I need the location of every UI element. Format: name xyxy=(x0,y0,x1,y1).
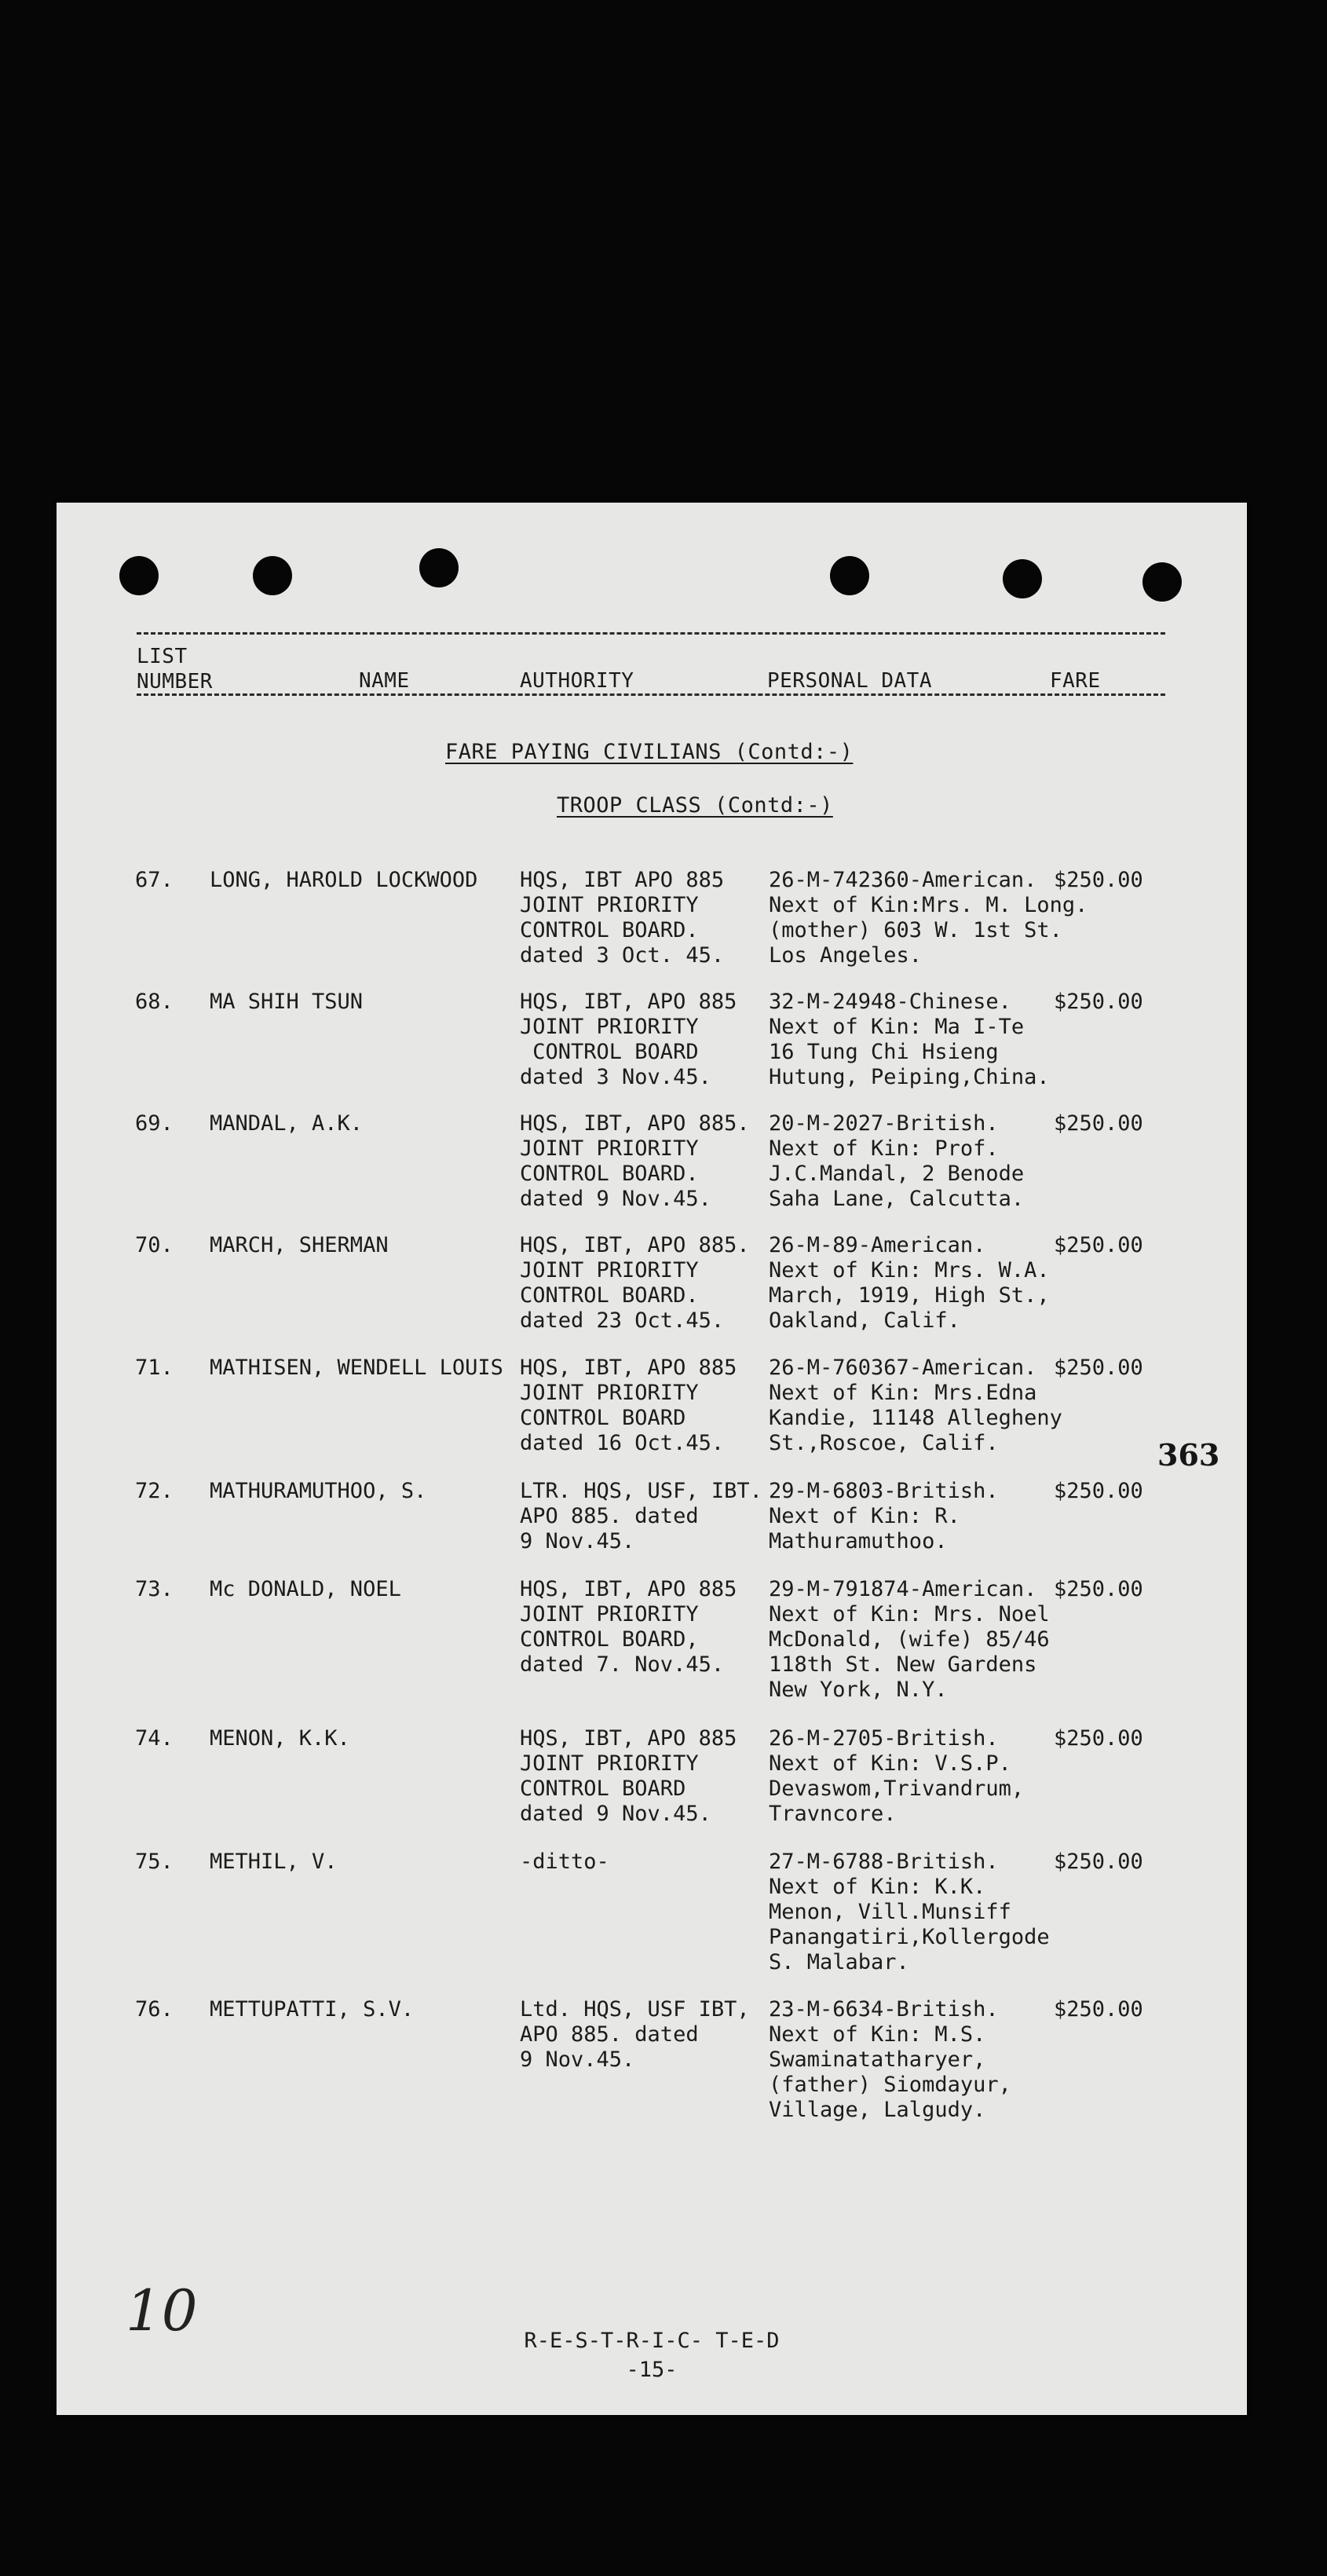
entry-fare: $250.00 xyxy=(1054,1997,1143,2022)
entry-number: 69. xyxy=(135,1111,174,1136)
entry-personal-data: 20-M-2027-British. Next of Kin: Prof. J.C.Mandal, 2 Benode Saha Lane, Calcutta. xyxy=(769,1111,1025,1211)
stamp-number: 363 xyxy=(1157,1437,1220,1473)
handwritten-mark: 10 xyxy=(126,2278,198,2344)
entry-personal-data: 29-M-6803-British. Next of Kin: R. Mathuramuthoo. xyxy=(769,1479,999,1553)
entry-name: MATHURAMUTHOO, S. xyxy=(210,1479,427,1503)
entry-authority: LTR. HQS, USF, IBT. APO 885. dated 9 Nov.45. xyxy=(520,1479,762,1553)
entry-fare: $250.00 xyxy=(1054,1233,1143,1257)
column-header-personal-data: PERSONAL DATA xyxy=(767,669,932,693)
page-number: -15- xyxy=(626,2358,678,2382)
punch-hole xyxy=(1003,559,1042,598)
entry-fare: $250.00 xyxy=(1054,1577,1143,1601)
entry-personal-data: 26-M-742360-American. Next of Kin:Mrs. M. Long. (mother) 603 W. 1st St. Los Angeles. xyxy=(769,868,1088,968)
punch-hole xyxy=(419,548,459,587)
column-header-authority: AUTHORITY xyxy=(520,669,634,693)
entry-authority: HQS, IBT, APO 885 JOINT PRIORITY CONTROL BOARD dated 16 Oct.45. xyxy=(520,1356,737,1455)
entry-authority: HQS, IBT, APO 885. JOINT PRIORITY CONTROL BOARD. dated 23 Oct.45. xyxy=(520,1233,750,1333)
entry-name: MANDAL, A.K. xyxy=(210,1111,364,1136)
entry-name: MA SHIH TSUN xyxy=(210,990,364,1014)
entry-number: 73. xyxy=(135,1577,174,1601)
column-header-list-number: LIST NUMBER xyxy=(137,645,213,693)
entry-number: 74. xyxy=(135,1726,174,1751)
entry-personal-data: 26-M-760367-American. Next of Kin: Mrs.Edna Kandie, 11148 Allegheny St.,Roscoe, Calif. xyxy=(769,1356,1062,1455)
document-page xyxy=(57,503,1247,2415)
entry-authority: HQS, IBT, APO 885 JOINT PRIORITY CONTROL BOARD, dated 7. Nov.45. xyxy=(520,1577,737,1677)
entry-number: 67. xyxy=(135,868,174,892)
entry-fare: $250.00 xyxy=(1054,1479,1143,1503)
punch-hole xyxy=(119,556,159,595)
entry-name: MARCH, SHERMAN xyxy=(210,1233,389,1257)
punch-hole xyxy=(1142,562,1182,602)
entry-authority: -ditto- xyxy=(520,1850,609,1874)
entry-fare: $250.00 xyxy=(1054,1726,1143,1751)
entry-personal-data: 23-M-6634-British. Next of Kin: M.S. Swaminatatharyer, (father) Siomdayur, Village, Lalgudy. xyxy=(769,1997,1011,2122)
entry-name: METHIL, V. xyxy=(210,1850,338,1874)
entry-name: Mc DONALD, NOEL xyxy=(210,1577,401,1601)
entry-number: 72. xyxy=(135,1479,174,1503)
restricted-marking: R-E-S-T-R-I-C- T-E-D xyxy=(524,2329,780,2353)
entry-personal-data: 32-M-24948-Chinese. Next of Kin: Ma I-Te 16 Tung Chi Hsieng Hutung, Peiping,China. xyxy=(769,990,1050,1089)
punch-hole xyxy=(830,556,869,595)
entry-personal-data: 26-M-89-American. Next of Kin: Mrs. W.A. March, 1919, High St., Oakland, Calif. xyxy=(769,1233,1050,1333)
entry-personal-data: 27-M-6788-British. Next of Kin: K.K. Menon, Vill.Munsiff Panangatiri,Kollergode S. Malabar. xyxy=(769,1850,1050,1974)
entry-fare: $250.00 xyxy=(1054,1111,1143,1136)
entry-number: 70. xyxy=(135,1233,174,1257)
entry-fare: $250.00 xyxy=(1054,868,1143,892)
entry-authority: Ltd. HQS, USF IBT, APO 885. dated 9 Nov.45. xyxy=(520,1997,750,2072)
punch-hole xyxy=(253,556,292,595)
entry-authority: HQS, IBT, APO 885 JOINT PRIORITY CONTROL BOARD dated 9 Nov.45. xyxy=(520,1726,737,1826)
column-header-fare: FARE xyxy=(1050,669,1101,693)
entry-fare: $250.00 xyxy=(1054,990,1143,1014)
header-rule-top xyxy=(137,632,1165,635)
entry-number: 68. xyxy=(135,990,174,1014)
entry-number: 71. xyxy=(135,1356,174,1380)
header-rule-bottom xyxy=(137,693,1165,696)
entry-personal-data: 26-M-2705-British. Next of Kin: V.S.P. Devaswom,Trivandrum, Travncore. xyxy=(769,1726,1025,1826)
entry-authority: HQS, IBT, APO 885. JOINT PRIORITY CONTROL BOARD. dated 9 Nov.45. xyxy=(520,1111,750,1211)
column-header-name: NAME xyxy=(359,669,410,693)
entry-name: MATHISEN, WENDELL LOUIS xyxy=(210,1356,503,1380)
entry-number: 75. xyxy=(135,1850,174,1874)
entry-fare: $250.00 xyxy=(1054,1356,1143,1380)
sub-title: TROOP CLASS (Contd:-) xyxy=(557,793,833,818)
entry-name: METTUPATTI, S.V. xyxy=(210,1997,415,2022)
entry-authority: HQS, IBT, APO 885 JOINT PRIORITY CONTROL BOARD dated 3 Nov.45. xyxy=(520,990,737,1089)
entry-personal-data: 29-M-791874-American. Next of Kin: Mrs. Noel McDonald, (wife) 85/46 118th St. New Gardens New York, N.Y. xyxy=(769,1577,1050,1702)
entry-name: MENON, K.K. xyxy=(210,1726,350,1751)
entry-number: 76. xyxy=(135,1997,174,2022)
entry-authority: HQS, IBT APO 885 JOINT PRIORITY CONTROL BOARD. dated 3 Oct. 45. xyxy=(520,868,725,968)
section-title: FARE PAYING CIVILIANS (Contd:-) xyxy=(445,740,854,764)
entry-fare: $250.00 xyxy=(1054,1850,1143,1874)
entry-name: LONG, HAROLD LOCKWOOD xyxy=(210,868,478,892)
